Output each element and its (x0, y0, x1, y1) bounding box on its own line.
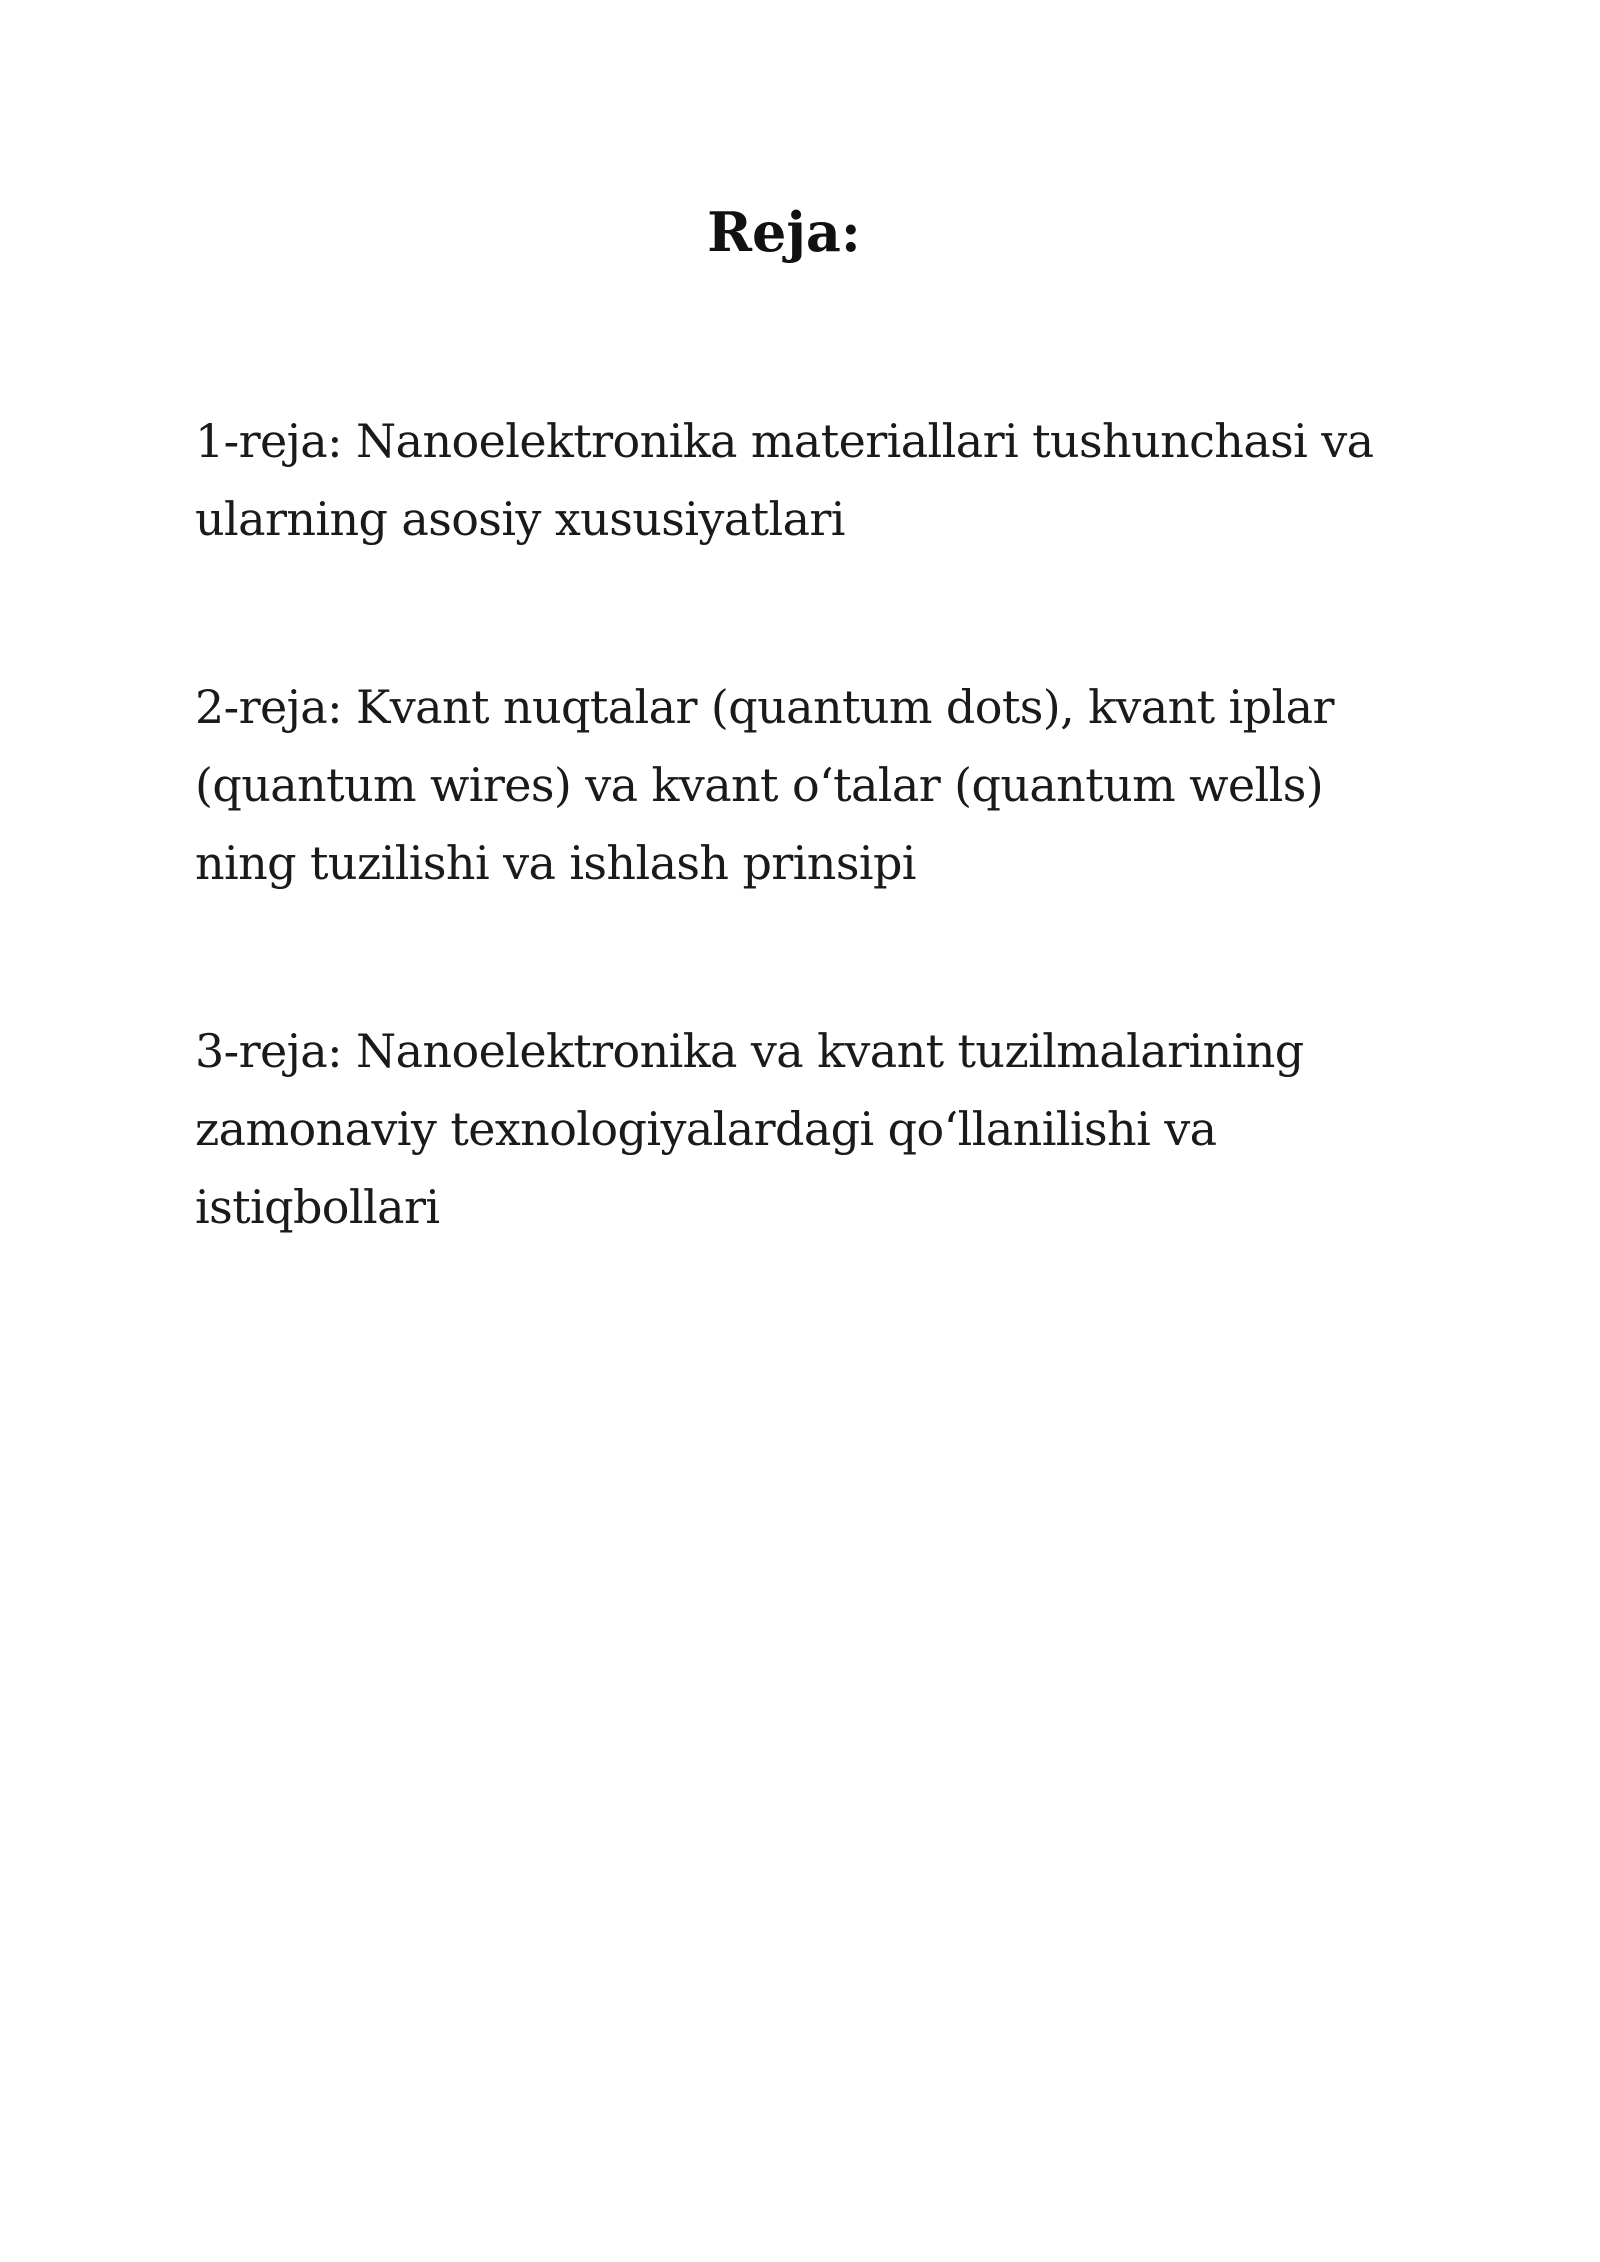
plan-item-1 (195, 402, 1435, 558)
plan-item-line: ning tuzilishi va ishlash prinsipi (195, 836, 916, 890)
plan-item-line: 2-reja: Kvant nuqtalar (quantum dots), kvant iplar (195, 680, 1334, 734)
plan-item-line: (quantum wires) va kvant o‘talar (quantum wells) (195, 758, 1324, 812)
plan-item-3 (195, 1012, 1435, 1246)
plan-item-line: zamonaviy texnologiyalardagi qo‘llanilishi va (195, 1102, 1217, 1156)
plan-item-line: 3-reja: Nanoelektronika va kvant tuzilmalarining (195, 1024, 1304, 1078)
plan-list (195, 402, 1435, 1356)
plan-item-line: ularning asosiy xususiyatlari (195, 492, 845, 546)
plan-item-2 (195, 668, 1435, 902)
page-title: Reja: (707, 200, 861, 264)
plan-item-line: 1-reja: Nanoelektronika materiallari tushunchasi va (195, 414, 1374, 468)
plan-item-line: istiqbollari (195, 1180, 440, 1234)
